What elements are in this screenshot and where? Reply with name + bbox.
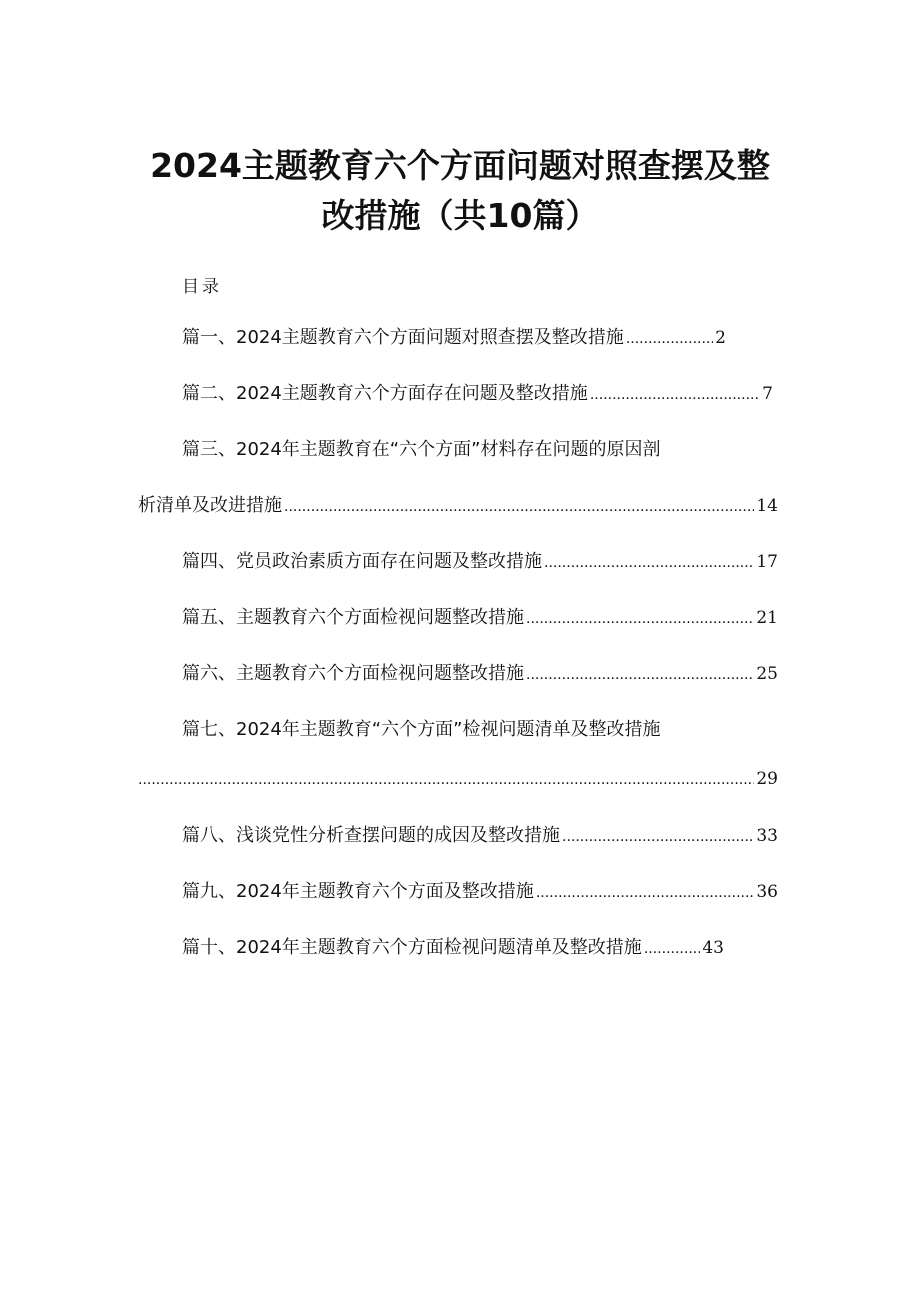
toc-entry-page: 21 bbox=[756, 608, 778, 628]
toc-leader-dots bbox=[644, 941, 701, 957]
toc-leader-dots bbox=[536, 885, 755, 901]
toc-leader-dots bbox=[284, 499, 754, 515]
toc-entry-8[interactable] bbox=[182, 821, 778, 847]
toc-leader-dots bbox=[590, 387, 760, 403]
toc-entry-text: 篇三、2024年主题教育在“六个方面”材料存在问题的原因剖 bbox=[182, 439, 661, 460]
toc-entry-text: 篇十、2024年主题教育六个方面检视问题清单及整改措施 bbox=[182, 937, 642, 958]
toc-entry-page: 7 bbox=[762, 384, 773, 404]
toc-entry-text: 篇七、2024年主题教育“六个方面”检视问题清单及整改措施 bbox=[182, 719, 661, 740]
toc-entry-text: 篇一、2024主题教育六个方面问题对照查摆及整改措施 bbox=[182, 327, 624, 348]
toc-entry-text: 篇四、党员政治素质方面存在问题及整改措施 bbox=[182, 551, 542, 572]
toc-entry-1[interactable] bbox=[182, 323, 726, 349]
toc-entry-page: 33 bbox=[756, 826, 778, 846]
toc-entry-text-continued: 析清单及改进措施 bbox=[138, 495, 282, 516]
toc-entry-3-continued[interactable] bbox=[138, 491, 778, 517]
toc-leader-dots bbox=[138, 772, 754, 788]
toc-entry-7[interactable] bbox=[182, 715, 742, 741]
toc-entry-text: 篇八、浅谈党性分析查摆问题的成因及整改措施 bbox=[182, 825, 560, 846]
toc-entry-4[interactable] bbox=[182, 547, 778, 573]
toc-entry-page: 36 bbox=[756, 882, 778, 902]
toc-entry-page: 14 bbox=[756, 496, 778, 516]
toc-entry-6[interactable] bbox=[182, 659, 778, 685]
toc-heading: 目录 bbox=[182, 277, 222, 297]
toc-entry-10[interactable] bbox=[182, 933, 724, 959]
document-title-line2: 改措施（共10篇） bbox=[321, 196, 599, 235]
toc-leader-dots bbox=[526, 611, 754, 627]
toc-entry-text: 篇五、主题教育六个方面检视问题整改措施 bbox=[182, 607, 524, 628]
toc-entry-page: 25 bbox=[756, 664, 778, 684]
toc-entry-5[interactable] bbox=[182, 603, 778, 629]
toc-entry-page: 2 bbox=[715, 328, 726, 348]
toc-leader-dots bbox=[562, 829, 754, 845]
toc-entry-page: 29 bbox=[756, 769, 778, 789]
toc-entry-text: 篇六、主题教育六个方面检视问题整改措施 bbox=[182, 663, 524, 684]
toc-entry-3[interactable] bbox=[182, 435, 742, 461]
toc-leader-dots bbox=[544, 555, 754, 571]
toc-entry-2[interactable] bbox=[182, 379, 773, 405]
toc-entry-text: 篇九、2024年主题教育六个方面及整改措施 bbox=[182, 881, 534, 902]
document-title-line1: 2024主题教育六个方面问题对照查摆及整 bbox=[150, 146, 770, 185]
toc-leader-dots bbox=[626, 331, 713, 347]
toc-entry-page: 17 bbox=[756, 552, 778, 572]
toc-entry-7-continued[interactable] bbox=[138, 769, 778, 795]
toc-entry-page: 43 bbox=[702, 938, 724, 958]
toc-entry-text: 篇二、2024主题教育六个方面存在问题及整改措施 bbox=[182, 383, 588, 404]
toc-leader-dots bbox=[526, 667, 754, 683]
toc-entry-9[interactable] bbox=[182, 877, 778, 903]
